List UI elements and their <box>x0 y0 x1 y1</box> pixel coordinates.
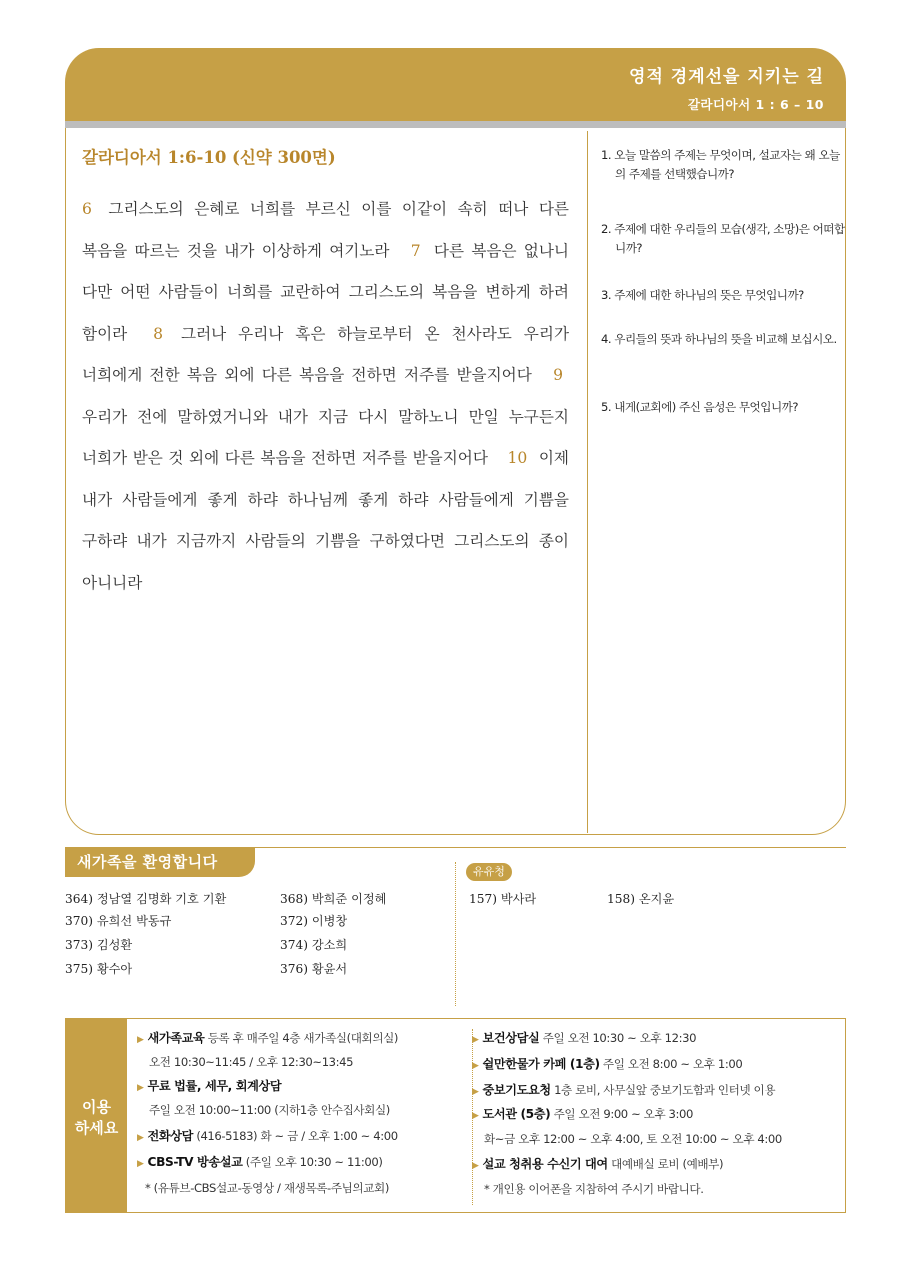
infant-badge: 유유청 <box>466 863 512 881</box>
question-item: 5. 내게(교회에) 주신 음성은 무엇입니까? <box>601 400 798 414</box>
new-family-entry: 376) 황윤서 <box>280 962 348 976</box>
verse-number: 9 <box>553 366 563 384</box>
triangle-bullet-icon: ▶ <box>472 1111 479 1121</box>
info-line <box>472 1103 693 1125</box>
question-item: 4. 우리들의 뜻과 하나님의 뜻을 비교해 보십시오. <box>601 332 837 346</box>
info-text: (416-5183) 화 ~ 금 / 오후 1:00 ~ 4:00 <box>193 1129 398 1143</box>
column-divider <box>587 131 588 833</box>
triangle-bullet-icon: ▶ <box>137 1035 144 1045</box>
info-line <box>149 1051 353 1073</box>
sermon-reference: 갈라디아서 1 : 6 – 10 <box>687 97 824 112</box>
info-heading: 설교 청취용 수신기 대여 <box>482 1157 608 1171</box>
verse-8 <box>82 325 569 385</box>
info-text: 1층 로비, 사무실앞 중보기도함과 인터넷 이용 <box>550 1083 776 1097</box>
info-heading: 무료 법률, 세무, 회계상담 <box>147 1079 282 1093</box>
verse-text: 그러나 우리나 혹은 하늘로부터 온 천사라도 우리가 너희에게 전한 복음 외에 다른 복음을 전하면 저주를 받을지어다 <box>82 324 570 384</box>
info-line <box>145 1177 389 1199</box>
new-family-entry: 364) 정남열 김명화 기호 기환 <box>65 892 227 906</box>
passage-title: 갈라디아서 1:6-10 (신약 300면) <box>82 148 336 167</box>
verse-number: 7 <box>410 241 421 260</box>
new-family-entry: 375) 황수아 <box>65 962 133 976</box>
info-heading: 중보기도요청 <box>482 1083 551 1097</box>
list-item <box>65 912 485 934</box>
verse-number: 8 <box>153 324 164 343</box>
new-family-entry: 373) 김성환 <box>65 938 133 952</box>
triangle-bullet-icon: ▶ <box>472 1087 479 1097</box>
triangle-bullet-icon: ▶ <box>472 1035 479 1045</box>
info-heading: 쉴만한물가 카페 (1층) <box>482 1057 600 1071</box>
scripture-passage <box>82 189 569 604</box>
triangle-bullet-icon: ▶ <box>137 1133 144 1143</box>
info-heading: CBS-TV 방송설교 <box>147 1155 243 1169</box>
infant-entry: 157) 박사라 <box>469 892 537 906</box>
info-text: 화~금 오후 12:00 ~ 오후 4:00, 토 오전 10:00 ~ 오후 4:00 <box>484 1132 782 1146</box>
verse-number: 10 <box>507 449 528 467</box>
verse-text: 그리스도의 은혜로 너희를 부르신 이를 이같이 속히 떠나 다른 복음을 따르는 것을 내가 이상하게 여기노라 <box>82 200 569 260</box>
question-item: 3. 주제에 대한 하나님의 뜻은 무엇입니까? <box>601 288 804 302</box>
info-box <box>65 1018 846 1213</box>
info-text: (주일 오후 10:30 ~ 11:00) <box>242 1155 383 1169</box>
sermon-header <box>65 48 846 121</box>
info-line <box>137 1075 281 1097</box>
verse-10 <box>82 449 569 592</box>
new-family-entry: 370) 유희선 박동규 <box>65 914 172 928</box>
info-heading: 전화상담 <box>147 1129 194 1143</box>
info-line <box>472 1053 742 1075</box>
list-item <box>65 960 485 982</box>
info-text: 주일 오전 9:00 ~ 오후 3:00 <box>550 1107 693 1121</box>
info-text: 등록 후 매주일 4층 새가족실(대회의실) <box>204 1031 399 1045</box>
info-line <box>472 1153 723 1175</box>
list-item <box>65 936 485 958</box>
triangle-bullet-icon: ▶ <box>137 1083 144 1093</box>
info-heading: 새가족교육 <box>147 1031 205 1045</box>
triangle-bullet-icon: ▶ <box>137 1159 144 1169</box>
info-side-label-line: 하세요 <box>74 1119 119 1137</box>
question-item: 1. 오늘 말씀의 주제는 무엇이며, 설교자는 왜 오늘의 주제를 선택했습니까? <box>601 148 840 181</box>
verse-text: 다른 복음은 없나니 다만 어떤 사람들이 너희를 교란하여 그리스도의 복음을 변하게 하려 함이라 <box>82 241 569 343</box>
new-family-entry: 368) 박희준 이정혜 <box>280 892 387 906</box>
info-line <box>149 1099 390 1121</box>
info-side-label-line: 이용 <box>82 1098 111 1116</box>
question-item: 2. 주제에 대한 우리들의 모습(생각, 소망)은 어떠합니까? <box>601 222 845 255</box>
triangle-bullet-icon: ▶ <box>472 1061 479 1071</box>
verse-text: 이제 내가 사람들에게 좋게 하랴 하나님께 좋게 하랴 사람들에게 기쁨을 구하랴 내가 지금까지 사람들의 기쁨을 구하였다면 그리스도의 종이 아니니라 <box>82 449 569 592</box>
info-line <box>137 1151 383 1173</box>
info-heading: 보건상담실 <box>482 1031 540 1045</box>
info-text: * 개인용 이어폰을 지참하여 주시기 바랍니다. <box>484 1182 704 1196</box>
infant-entry: 158) 온지윤 <box>607 892 675 906</box>
info-text: 주일 오전 8:00 ~ 오후 1:00 <box>599 1057 743 1071</box>
info-line <box>472 1027 696 1049</box>
header-divider-strip <box>65 121 846 128</box>
sermon-title: 영적 경계선을 지키는 길 <box>629 67 824 87</box>
info-text: 오전 10:30~11:45 / 오후 12:30~13:45 <box>149 1055 354 1069</box>
new-family-entry: 374) 강소희 <box>280 938 348 952</box>
info-side-label <box>66 1019 127 1212</box>
info-line <box>137 1027 398 1049</box>
new-family-entry: 372) 이병창 <box>280 914 348 928</box>
verse-number: 6 <box>82 200 92 218</box>
info-line <box>137 1125 398 1147</box>
info-text: * (유튜브-CBS설교-동영상 / 재생목록-주님의교회) <box>145 1181 389 1195</box>
info-line <box>484 1178 704 1200</box>
info-line <box>484 1128 782 1150</box>
triangle-bullet-icon: ▶ <box>472 1161 479 1171</box>
info-line <box>472 1079 775 1101</box>
verse-text: 우리가 전에 말하였거니와 내가 지금 다시 말하노니 만일 누구든지 너희가 받은 것 외에 다른 복음을 전하면 저주를 받을지어다 <box>82 407 569 467</box>
info-text: 대예배실 로비 (예배부) <box>607 1157 724 1171</box>
welcome-heading: 새가족을 환영합니다 <box>65 847 255 877</box>
info-heading: 도서관 (5층) <box>482 1107 551 1121</box>
dotted-divider <box>455 862 456 1006</box>
list-item <box>65 890 485 912</box>
info-text: 주일 오전 10:30 ~ 오후 12:30 <box>539 1031 697 1045</box>
info-text: 주일 오전 10:00~11:00 (지하1층 안수집사회실) <box>149 1103 390 1117</box>
